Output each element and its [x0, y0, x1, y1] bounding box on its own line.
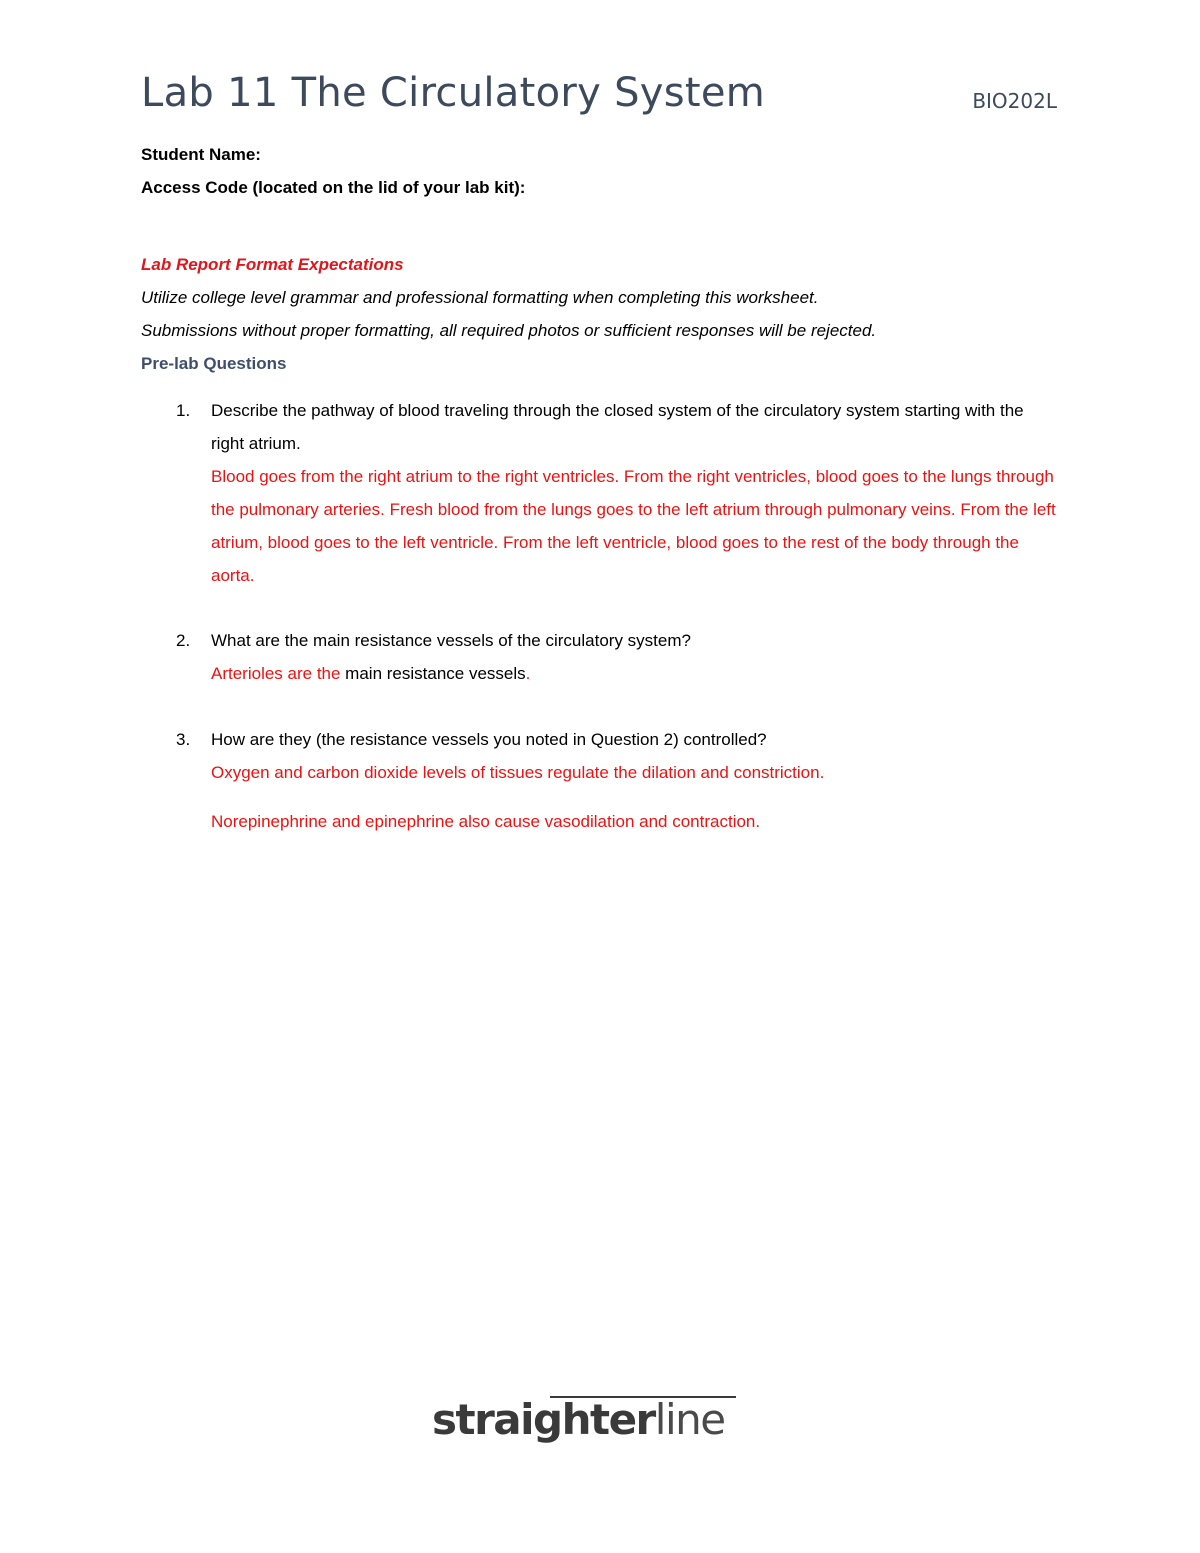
answer-text: Oxygen and carbon dioxide levels of tissues regulate the dilation and constriction.	[211, 763, 825, 782]
course-code: BIO202L	[972, 89, 1057, 113]
answer-text	[211, 657, 1056, 690]
question-3	[176, 723, 1056, 838]
answer-text: Blood goes from the right atrium to the right ventricles. From the right ventricles, blood goes to the lungs through the pulmonary arteries. Fresh blood from the lungs goes to the left atrium through pulmonary veins. From the left atrium, blood goes to the left ventricle. From the left ventricle, blood goes to the rest of the body through the aorta.	[211, 467, 1056, 585]
answer-red-part: Arterioles are the	[211, 664, 341, 683]
question-2	[176, 624, 1056, 690]
straighterline-logo	[432, 1393, 762, 1453]
expectations-heading: Lab Report Format Expectations	[141, 255, 404, 274]
question-number: 2.	[176, 631, 191, 650]
answer-black-part: main resistance vessels	[340, 664, 526, 683]
question-text: What are the main resistance vessels of the circulatory system?	[211, 631, 691, 650]
question-number: 1.	[176, 401, 191, 420]
access-code-label: Access Code (located on the lid of your lab kit):	[141, 178, 526, 197]
document-title: Lab 11 The Circulatory System	[141, 70, 766, 116]
student-name-label: Student Name:	[141, 145, 261, 164]
logo-text-bold: straighter	[432, 1395, 655, 1444]
answer-text-2: Norepinephrine and epinephrine also cause vasodilation and contraction.	[211, 812, 761, 831]
answer-end: .	[525, 664, 531, 683]
question-text: How are they (the resistance vessels you noted in Question 2) controlled?	[211, 730, 767, 749]
question-number: 3.	[176, 730, 191, 749]
question-text: Describe the pathway of blood traveling through the closed system of the circulatory system starting with the right atrium.	[211, 401, 1024, 453]
prelab-heading: Pre-lab Questions	[141, 354, 287, 373]
expectations-line-2: Submissions without proper formatting, all required photos or sufficient responses will be rejected.	[141, 321, 877, 340]
expectations-line-1: Utilize college level grammar and professional formatting when completing this worksheet.	[141, 288, 819, 307]
logo-text-light: line	[654, 1395, 725, 1444]
question-1	[176, 394, 1056, 592]
